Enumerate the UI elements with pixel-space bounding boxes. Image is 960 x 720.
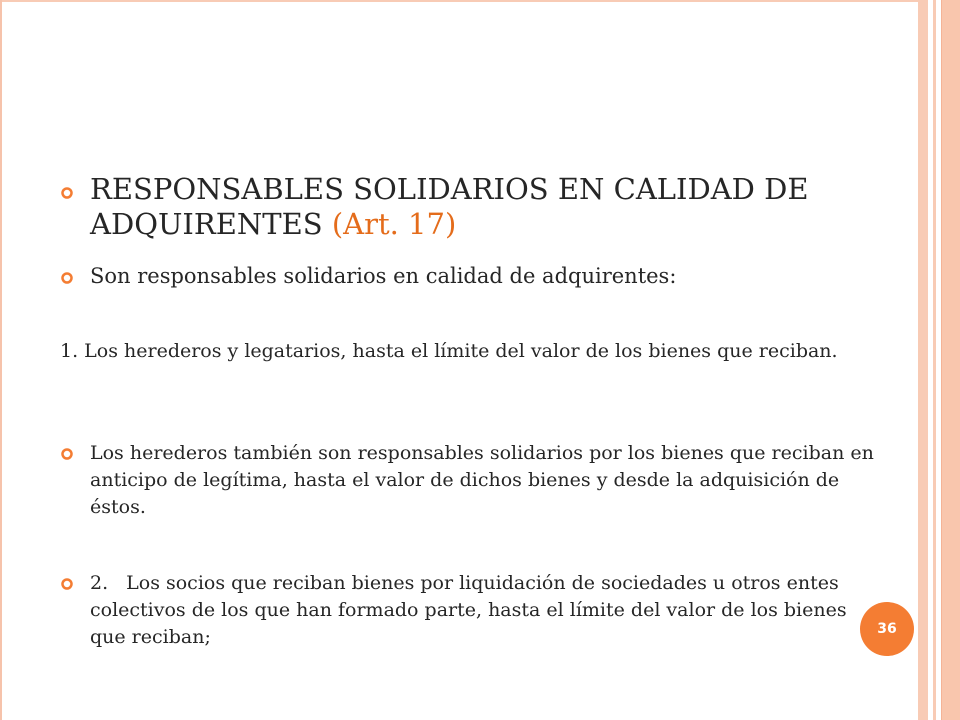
title-main: RESPONSABLES SOLIDARIOS EN CALIDAD DE ADQUIRENTES <box>90 172 809 241</box>
page-number-badge: 36 <box>860 602 914 656</box>
frame-top-line <box>0 0 918 2</box>
bullet-2-number: 2. <box>90 572 109 594</box>
circle-bullet-icon <box>60 577 74 591</box>
frame-right-bar <box>933 0 936 720</box>
circle-bullet-icon <box>60 447 74 461</box>
frame-left-edge <box>0 0 8 720</box>
title-article-ref: (Art. 17) <box>331 207 457 241</box>
bullet-2 <box>90 570 880 651</box>
circle-bullet-icon <box>60 186 74 200</box>
item-1-text: 1. Los herederos y legatarios, hasta el límite del valor de los bienes que reciban. <box>60 340 838 362</box>
circle-bullet-icon <box>60 271 74 285</box>
frame-right-bar <box>918 0 928 720</box>
slide-title <box>90 172 880 242</box>
frame-right-bar <box>941 0 960 720</box>
intro-text: Son responsables solidarios en calidad de adquirentes: <box>90 264 677 288</box>
bullet-1-text: Los herederos también son responsables solidarios por los bienes que reciban en anticipo de legítima, hasta el valor de dichos bienes y desde la adquisición de éstos. <box>90 442 874 518</box>
bullet-2-text: Los socios que reciban bienes por liquidación de sociedades u otros entes colectivos de los que han formado parte, hasta el límite del valor de los bienes que reciban; <box>90 572 847 648</box>
